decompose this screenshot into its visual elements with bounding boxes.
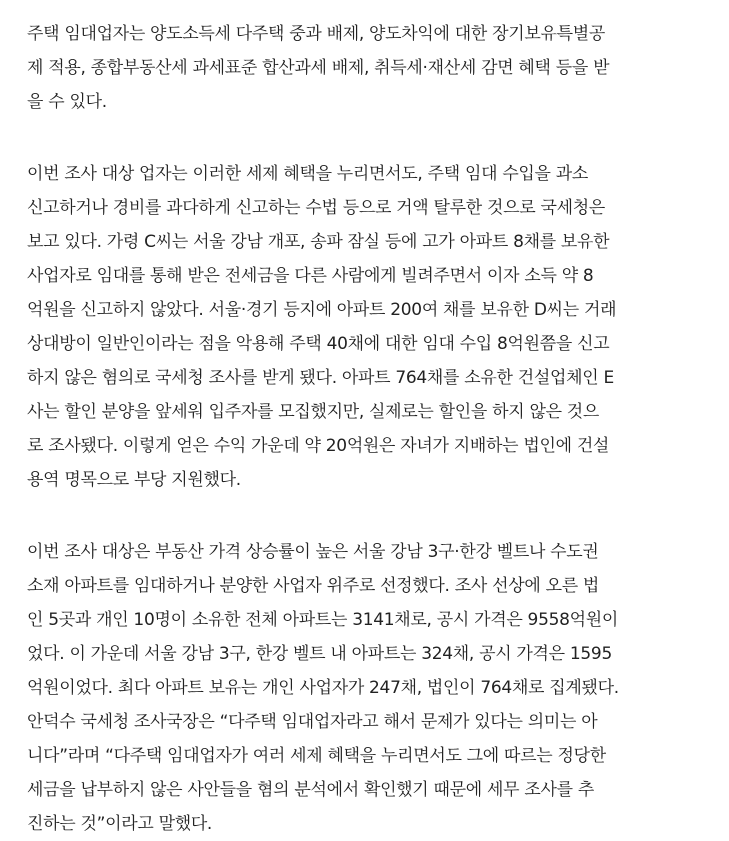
text-line: 안덕수 국세청 조사국장은 “다주택 임대업자라고 해서 문제가 있다는 의미는 아 — [27, 712, 598, 732]
text-line: 소재 아파트를 임대하거나 분양한 사업자 위주로 선정했다. 조사 선상에 오른 법 — [27, 576, 600, 596]
text-line: 상대방이 일반인이라는 점을 악용해 주택 40채에 대한 임대 수입 8억원쯤을 신고 — [27, 334, 610, 354]
text-line: 제 적용, 종합부동산세 과세표준 합산과세 배제, 취득세·재산세 감면 혜택 등을 받 — [27, 58, 610, 78]
text-line: 이번 조사 대상 업자는 이러한 세제 혜택을 누리면서도, 주택 임대 수입을 과소 — [27, 164, 589, 184]
text-line: 진하는 것”이라고 말했다. — [27, 814, 213, 834]
text-line: 사업자로 임대를 통해 받은 전세금을 다른 사람에게 빌려주면서 이자 소득 약 8 — [27, 266, 594, 286]
paragraph-evasion-cases — [27, 157, 702, 497]
text-line: 니다”라며 “다주택 임대업자가 여러 세제 혜택을 누리면서도 그에 따르는 정당한 — [27, 746, 606, 766]
text-line: 억원을 신고하지 않았다. 서울·경기 등지에 아파트 200여 채를 보유한 D씨는 거래 — [27, 300, 617, 320]
text-line: 주택 임대업자는 양도소득세 다주택 중과 배제, 양도차익에 대한 장기보유특별공 — [27, 24, 605, 44]
paragraph-tax-benefits — [27, 17, 702, 119]
text-line: 을 수 있다. — [27, 92, 107, 112]
text-line: 보고 있다. 가령 C씨는 서울 강남 개포, 송파 잠실 등에 고가 아파트 8채를 보유한 — [27, 232, 610, 252]
text-line: 하지 않은 혐의로 국세청 조사를 받게 됐다. 아파트 764채를 소유한 건설업체인 E — [27, 368, 614, 388]
text-line: 인 5곳과 개인 10명이 소유한 전체 아파트는 3141채로, 공시 가격은 9558억원이 — [27, 610, 618, 630]
text-line: 용역 명목으로 부당 지원했다. — [27, 470, 241, 490]
text-line: 로 조사됐다. 이렇게 얻은 수익 가운데 약 20억원은 자녀가 지배하는 법인에 건설 — [27, 436, 610, 456]
text-line: 사는 할인 분양을 앞세워 입주자를 모집했지만, 실제로는 할인을 하지 않은 것으 — [27, 402, 600, 422]
text-line: 세금을 납부하지 않은 사안들을 혐의 분석에서 확인했기 때문에 세무 조사를 추 — [27, 780, 594, 800]
text-line: 신고하거나 경비를 과다하게 신고하는 수법 등으로 거액 탈루한 것으로 국세청은 — [27, 198, 605, 218]
text-line: 이번 조사 대상은 부동산 가격 상승률이 높은 서울 강남 3구·한강 벨트나 수도권 — [27, 542, 599, 562]
text-line: 었다. 이 가운데 서울 강남 3구, 한강 벨트 내 아파트는 324채, 공시 가격은 1595 — [27, 644, 612, 664]
paragraph-investigation-scope — [27, 535, 702, 841]
text-line: 억원이었다. 최다 아파트 보유는 개인 사업자가 247채, 법인이 764채로 집계됐다. — [27, 678, 619, 698]
